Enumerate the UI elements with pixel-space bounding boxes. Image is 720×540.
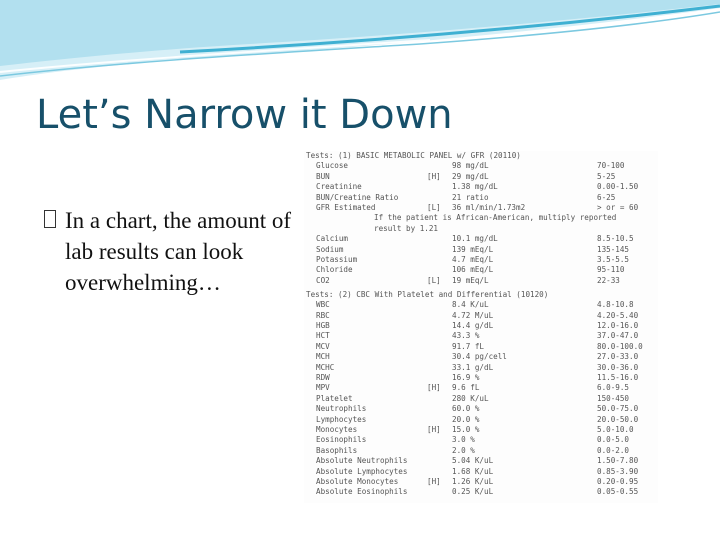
- reference-range: 4.20-5.40: [597, 310, 639, 320]
- lab-row: [304, 300, 658, 310]
- test-name: Lymphocytes: [316, 414, 367, 424]
- panel-note: [304, 224, 658, 234]
- lab-row: [304, 373, 658, 383]
- test-name: Eosinophils: [316, 435, 367, 445]
- reference-range: 6-25: [597, 192, 616, 202]
- bullet-text: In a chart, the amount of lab results can look overwhelming…: [65, 208, 292, 295]
- result-value: 3.0 %: [452, 435, 475, 445]
- test-name: MCHC: [316, 362, 335, 372]
- abnormal-flag: [H]: [427, 383, 441, 393]
- lab-row: [304, 311, 658, 321]
- result-value: 43.3 %: [452, 331, 480, 341]
- result-value: 4.72 M/uL: [452, 310, 494, 320]
- panel-header: [304, 151, 658, 161]
- result-value: 60.0 %: [452, 404, 480, 414]
- result-value: 33.1 g/dL: [452, 362, 494, 372]
- lab-row: [304, 467, 658, 477]
- lab-row: [304, 487, 658, 497]
- bullet-item: [44, 205, 294, 298]
- reference-range: > or = 60: [597, 203, 639, 212]
- test-name: RDW: [316, 373, 330, 383]
- test-name: Potassium: [316, 255, 358, 264]
- reference-range: 0.0-5.0: [597, 435, 630, 445]
- result-value: 98 mg/dL: [452, 161, 489, 171]
- lab-report-image: [304, 151, 658, 503]
- test-name: BUN/Creatine Ratio: [316, 192, 399, 202]
- test-name: HGB: [316, 321, 330, 331]
- test-name: RBC: [316, 310, 330, 320]
- lab-row: [304, 435, 658, 445]
- reference-range: 4.8-10.8: [597, 300, 634, 310]
- reference-range: 0.05-0.55: [597, 487, 639, 497]
- test-name: Absolute Neutrophils: [316, 456, 408, 466]
- result-value: 21 ratio: [452, 192, 489, 202]
- lab-row: [304, 321, 658, 331]
- reference-range: 0.20-0.95: [597, 477, 639, 487]
- bullet-glyph-icon: [44, 210, 56, 228]
- result-value: 91.7 fL: [452, 341, 485, 351]
- result-value: 1.26 K/uL: [452, 477, 494, 487]
- result-value: 9.6 fL: [452, 383, 480, 393]
- result-value: 20.0 %: [452, 414, 480, 424]
- reference-range: 150-450: [597, 393, 630, 403]
- slide-title: Let’s Narrow it Down: [36, 92, 453, 138]
- lab-row: [304, 477, 658, 487]
- result-value: 8.4 K/uL: [452, 300, 489, 310]
- reference-range: 95-110: [597, 265, 625, 275]
- result-value: 1.68 K/uL: [452, 466, 494, 476]
- reference-range: 37.0-47.0: [597, 331, 639, 341]
- lab-row: [304, 182, 658, 192]
- result-value: 106 mEq/L: [452, 265, 494, 275]
- test-name: Calcium: [316, 234, 349, 244]
- lab-row: [304, 203, 658, 213]
- panel-title: Tests: (2) CBC With Platelet and Differential (10120): [306, 289, 549, 299]
- test-name: Glucose: [316, 161, 349, 171]
- abnormal-flag: [H]: [427, 425, 441, 435]
- test-name: Absolute Monocytes: [316, 477, 399, 487]
- reference-range: 20.0-50.0: [597, 414, 639, 424]
- result-value: 29 mg/dL: [452, 171, 489, 181]
- lab-row: [304, 383, 658, 393]
- lab-row: [304, 234, 658, 244]
- result-value: 30.4 pg/cell: [452, 352, 507, 362]
- result-value: 15.0 %: [452, 425, 480, 435]
- reference-range: 30.0-36.0: [597, 362, 639, 372]
- result-value: 36 ml/min/1.73m2: [452, 203, 526, 212]
- reference-range: 0.00-1.50: [597, 182, 639, 192]
- result-value: 16.9 %: [452, 373, 480, 383]
- abnormal-flag: [L]: [427, 203, 441, 212]
- lab-row: [304, 193, 658, 203]
- lab-row: [304, 342, 658, 352]
- reference-range: 135-145: [597, 244, 630, 254]
- lab-row: [304, 265, 658, 275]
- lab-row: [304, 446, 658, 456]
- test-name: Chloride: [316, 265, 353, 275]
- reference-range: 6.0-9.5: [597, 383, 630, 393]
- lab-row: [304, 161, 658, 171]
- reference-range: 27.0-33.0: [597, 352, 639, 362]
- result-value: 0.25 K/uL: [452, 487, 494, 497]
- result-value: 280 K/uL: [452, 393, 489, 403]
- reference-range: 12.0-16.0: [597, 321, 639, 331]
- test-name: Platelet: [316, 393, 353, 403]
- result-value: 19 mEq/L: [452, 275, 489, 285]
- test-name: BUN: [316, 171, 330, 181]
- lab-row: [304, 276, 658, 286]
- panel-header: [304, 290, 658, 300]
- result-value: 10.1 mg/dL: [452, 234, 498, 244]
- reference-range: 1.50-7.80: [597, 456, 639, 466]
- test-name: MCV: [316, 341, 330, 351]
- reference-range: 3.5-5.5: [597, 255, 630, 264]
- result-value: 2.0 %: [452, 445, 475, 455]
- reference-range: 11.5-16.0: [597, 373, 639, 383]
- note-text: result by 1.21: [374, 223, 439, 233]
- lab-row: [304, 172, 658, 182]
- lab-row: [304, 245, 658, 255]
- reference-range: 8.5-10.5: [597, 234, 634, 244]
- test-name: Monocytes: [316, 425, 358, 435]
- reference-range: 5-25: [597, 171, 616, 181]
- reference-range: 50.0-75.0: [597, 404, 639, 414]
- reference-range: 0.0-2.0: [597, 445, 630, 455]
- result-value: 14.4 g/dL: [452, 321, 494, 331]
- reference-range: 80.0-100.0: [597, 341, 643, 351]
- note-text: If the patient is African-American, multiply reported: [374, 213, 617, 223]
- test-name: Sodium: [316, 244, 344, 254]
- abnormal-flag: [H]: [427, 477, 441, 487]
- abnormal-flag: [H]: [427, 171, 441, 181]
- test-name: WBC: [316, 300, 330, 310]
- test-name: MPV: [316, 383, 330, 393]
- reference-range: 70-100: [597, 161, 625, 171]
- test-name: Absolute Lymphocytes: [316, 466, 408, 476]
- reference-range: 22-33: [597, 275, 620, 285]
- panel-note: [304, 213, 658, 223]
- abnormal-flag: [L]: [427, 275, 441, 285]
- panel-title: Tests: (1) BASIC METABOLIC PANEL w/ GFR (20110): [306, 151, 521, 160]
- header-wave-decoration: [0, 0, 720, 90]
- lab-row: [304, 425, 658, 435]
- reference-range: 5.0-10.0: [597, 425, 634, 435]
- test-name: HCT: [316, 331, 330, 341]
- lab-row: [304, 404, 658, 414]
- test-name: Creatinine: [316, 182, 362, 192]
- test-name: GFR Estimated: [316, 203, 376, 212]
- test-name: Basophils: [316, 445, 358, 455]
- lab-row: [304, 456, 658, 466]
- result-value: 1.38 mg/dL: [452, 182, 498, 192]
- result-value: 139 mEq/L: [452, 244, 494, 254]
- lab-row: [304, 394, 658, 404]
- test-name: Absolute Eosinophils: [316, 487, 408, 497]
- test-name: MCH: [316, 352, 330, 362]
- lab-row: [304, 352, 658, 362]
- lab-row: [304, 255, 658, 265]
- lab-row: [304, 363, 658, 373]
- result-value: 4.7 mEq/L: [452, 255, 494, 264]
- lab-row: [304, 331, 658, 341]
- reference-range: 0.85-3.90: [597, 466, 639, 476]
- test-name: Neutrophils: [316, 404, 367, 414]
- result-value: 5.04 K/uL: [452, 456, 494, 466]
- lab-row: [304, 415, 658, 425]
- test-name: CO2: [316, 275, 330, 285]
